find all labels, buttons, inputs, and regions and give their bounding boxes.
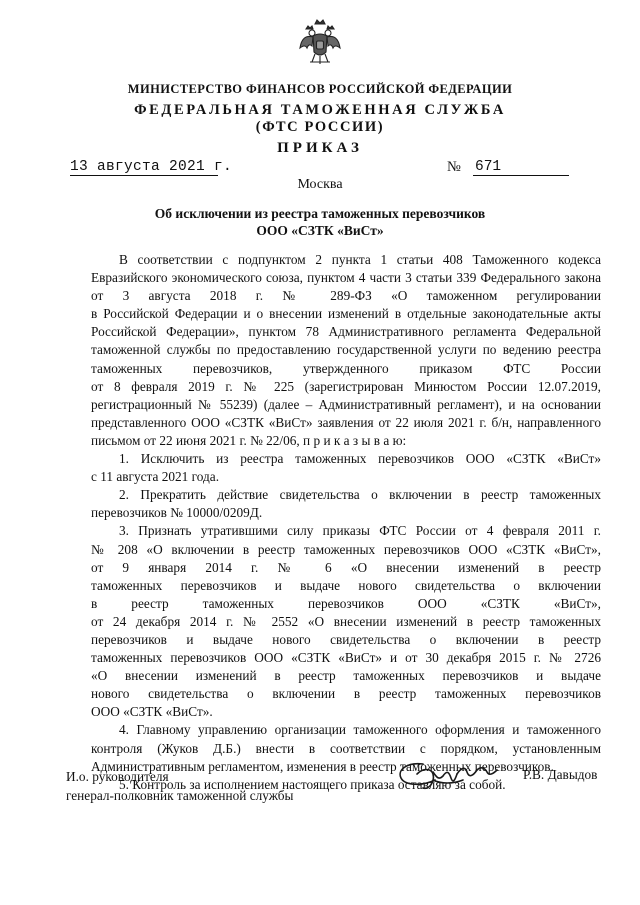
- item-3-line: «О внесении изменений в реестр таможенных перевозчиков и выдаче: [91, 668, 601, 684]
- item-3-line: таможенных перевозчиков ООО «СЗТК «ВиСт» и от 30 декабря 2015 г. № 2726: [91, 650, 601, 666]
- item-4-line: 4. Главному управлению организации таможенного оформления и таможенного: [119, 722, 601, 738]
- russian-coat-of-arms-icon: [298, 18, 342, 68]
- item-3-line: таможенных перевозчиков и выдаче нового свидетельства о включении: [91, 577, 601, 593]
- body-line: Евразийского экономического союза, пунктом 4 части 3 статьи 339 Федерального закона: [91, 270, 601, 286]
- item-3-line: 3. Признать утратившими силу приказы ФТС России от 4 февраля 2011 г.: [119, 523, 601, 539]
- body-line: регистрационный № 55239) (далее – Административный регламент), и на основании: [91, 396, 601, 412]
- item-3-line: нового свидетельства о включении в реестр таможенных перевозчиков: [91, 686, 601, 702]
- service-short-name: (ФТС РОССИИ): [255, 119, 385, 135]
- item-4-line: Административным регламентом, изменения в реестр таможенных перевозчиков.: [91, 758, 554, 774]
- item-3-line: от 9 января 2014 г. № 6 «О внесении изменений в реестр: [91, 559, 601, 575]
- ministry-name: МИНИСТЕРСТВО ФИНАНСОВ РОССИЙСКОЙ ФЕДЕРАЦИИ: [127, 82, 513, 96]
- body-line: в Российской Федерации и о внесении изменений в отдельные законодательные акты: [91, 306, 601, 322]
- item-1-line: с 11 августа 2021 года.: [91, 469, 220, 485]
- body-line: таможенных перевозчиков, утвержденного приказом ФТС России: [91, 360, 601, 376]
- item-3-line: ООО «СЗТК «ВиСт».: [91, 704, 213, 720]
- item-1-line: 1. Исключить из реестра таможенных перевозчиков ООО «СЗТК «ВиСт»: [119, 451, 601, 467]
- body-line: В соответствии с подпунктом 2 пункта 1 статьи 408 Таможенного кодекса: [119, 252, 601, 267]
- item-2-line: 2. Прекратить действие свидетельства о включении в реестр таможенных: [119, 487, 601, 503]
- order-body: [91, 251, 601, 794]
- order-title-line-2: ООО «СЗТК «ВиСт»: [256, 223, 384, 238]
- item-3-line: от 24 декабря 2014 г. № 2552 «О внесении изменений в реестр таможенных: [91, 613, 601, 629]
- order-title-line-1: Об исключении из реестра таможенных перевозчиков: [154, 206, 486, 221]
- service-name: ФЕДЕРАЛЬНАЯ ТАМОЖЕННАЯ СЛУЖБА: [134, 102, 506, 118]
- body-line: от 3 августа 2018 г. № 289-ФЗ «О таможенном регулировании: [91, 288, 601, 304]
- body-line: от 8 февраля 2019 г. № 225 (зарегистрирован Минюстом России 12.07.2019,: [91, 378, 601, 394]
- order-city: Москва: [297, 177, 343, 192]
- item-4-line: контроля (Жуков Д.Б.) внести в соответствии с порядком, установленным: [91, 740, 601, 756]
- item-2-line: перевозчиков № 10000/0209Д.: [91, 505, 263, 521]
- item-3-line: в реестр таможенных перевозчиков ООО «СЗТК «ВиСт»,: [91, 595, 601, 611]
- item-3-line: № 208 «О включении в реестр таможенных перевозчиков ООО «СЗТК «ВиСт»,: [91, 541, 601, 557]
- order-number: 671: [473, 159, 569, 176]
- body-line: представленного ООО «СЗТК «ВиСт» заявления от 22 июля 2021 г. б/н, направленного: [91, 414, 601, 430]
- signatory-position-line-2: генерал-полковник таможенной службы: [66, 788, 294, 803]
- document-type: ПРИКАЗ: [277, 140, 363, 156]
- signatory-position: [66, 767, 293, 805]
- order-number-sign: №: [447, 159, 461, 175]
- body-line: письмом от 22 июня 2021 г. № 22/06, п р и к а з ы в а ю:: [91, 432, 407, 448]
- order-date: 13 августа 2021 г.: [70, 159, 233, 175]
- item-3-line: перевозчиков и выдаче нового свидетельства о включении в реестр: [91, 631, 601, 647]
- handwritten-signature-icon: [393, 750, 503, 800]
- body-line: Российской Федерации», пунктом 78 Административного регламента Федеральной: [91, 324, 601, 340]
- signatory-position-line-1: И.о. руководителя: [66, 769, 169, 784]
- body-line: таможенной службы по предоставлению государственной услуги по ведению реестра: [91, 342, 601, 358]
- signatory-name: Р.В. Давыдов: [523, 767, 598, 782]
- item-5-line: 5. Контроль за исполнением настоящего приказа оставляю за собой.: [119, 776, 506, 792]
